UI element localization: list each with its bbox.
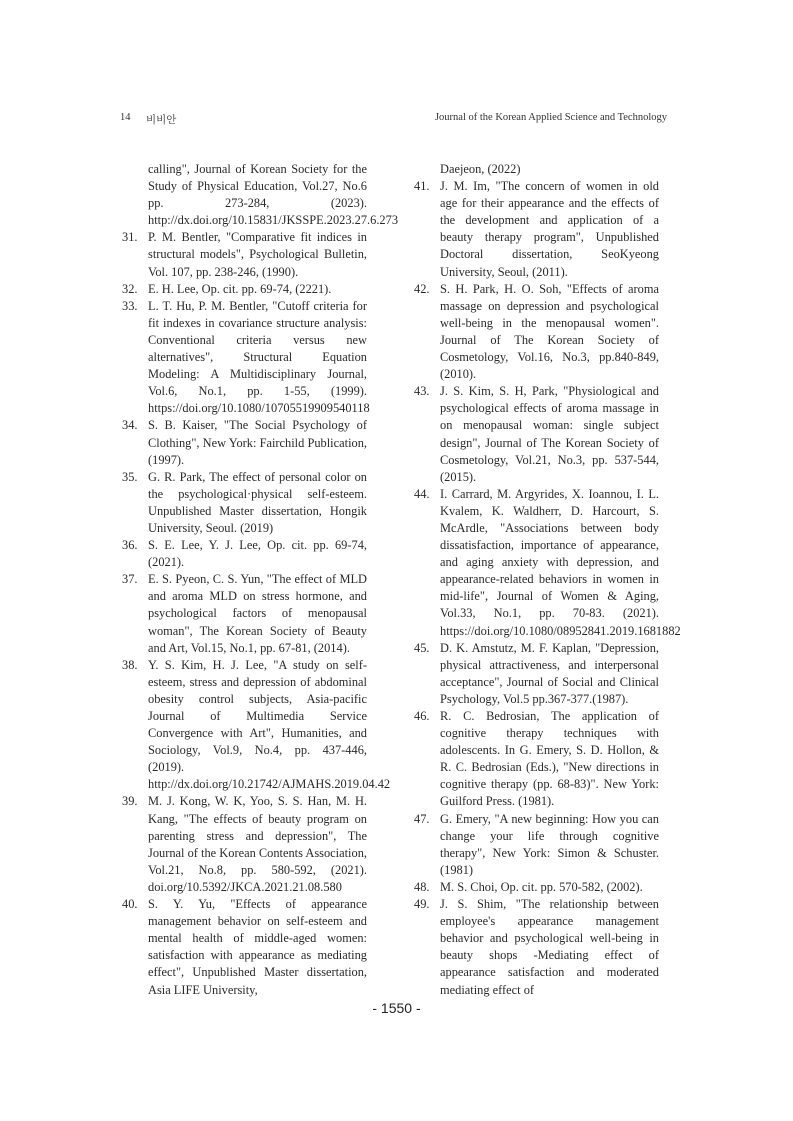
reference-item xyxy=(414,708,659,811)
reference-item xyxy=(122,281,367,298)
running-author: 비비안 xyxy=(146,115,177,126)
reference-item xyxy=(414,896,659,999)
reference-text: S. B. Kaiser, "The Social Psychology of Clothing", New York: Fairchild Publication, (1997). xyxy=(148,418,367,467)
reference-number: 36. xyxy=(122,538,138,553)
reference-number: 41. xyxy=(414,179,430,194)
reference-number: 33. xyxy=(122,298,138,313)
reference-item xyxy=(122,793,367,896)
reference-text: E. H. Lee, Op. cit. pp. 69-74, (2221). xyxy=(148,281,332,296)
reference-item xyxy=(414,879,659,896)
reference-item xyxy=(122,469,367,537)
reference-text: S. H. Park, H. O. Soh, "Effects of aroma massage on depression and psychological well-being in the menopausal women". Journal of The Korean Society of Cosmetology, Vol.16, No.3, pp.840-849, (2010). xyxy=(440,281,659,382)
reference-item xyxy=(414,281,659,384)
reference-number: 44. xyxy=(414,486,430,501)
reference-item xyxy=(414,178,659,281)
reference-text: S. E. Lee, Y. J. Lee, Op. cit. pp. 69-74, (2021). xyxy=(148,538,367,570)
reference-item xyxy=(122,229,367,280)
reference-text: Y. S. Kim, H. J. Lee, "A study on self-esteem, stress and depression of abdominal obesity control subjects, Asia-pacific Journal of Multimedia Service Convergence with Art", Humanities, and Sociology, Vol.9, No.4, pp. 437-446, (2019). http://dx.doi.org/10.21742/AJMAHS.2019.04.42 xyxy=(148,657,391,792)
reference-item xyxy=(414,640,659,708)
reference-text: I. Carrard, M. Argyrides, X. Ioannou, I. L. Kvalem, K. Waldherr, D. Harcourt, S. McArdle, "Associations between body dissatisfaction, importance of appearance, and aging anxiety with depression, and appearance-related behaviors in women in mid-life", Journal of Women & Aging, Vol.33, No.1, pp. 70-83. (2021). https://doi.org/10.1080/08952841.2019.1681882 xyxy=(440,486,681,638)
reference-number: 39. xyxy=(122,794,138,809)
reference-number: 34. xyxy=(122,418,138,433)
running-header xyxy=(120,112,667,128)
reference-text: G. Emery, "A new beginning: How you can change your life through cognitive therapy", New York: Simon & Schuster. (1981) xyxy=(440,811,659,877)
reference-number: 38. xyxy=(122,657,138,672)
reference-number: 48. xyxy=(414,879,430,894)
reference-number: 37. xyxy=(122,572,138,587)
reference-text: R. C. Bedrosian, The application of cognitive therapy techniques with adolescents. In G. Emery, S. D. Hollon, & R. C. Bedrosian (Eds.), "New directions in cognitive therapy (pp. 68-83)". New York: Guilford Press. (1981). xyxy=(440,709,659,809)
reference-number: 31. xyxy=(122,230,138,245)
reference-item xyxy=(414,161,659,178)
reference-item xyxy=(414,486,681,640)
reference-text: D. K. Amstutz, M. F. Kaplan, "Depression, physical attractiveness, and interpersonal acceptance", Journal of Social and Clinical Psychology, Vol.5 pp.367-377.(1987). xyxy=(440,640,659,706)
reference-text: G. R. Park, The effect of personal color on the psychological·physical self-esteem. Unpublished Master dissertation, Hongik University, Seoul. (2019) xyxy=(148,469,367,535)
reference-text: J. M. Im, "The concern of women in old age for their appearance and the effects of the development and application of a beauty therapy program", Unpublished Doctoral dissertation, SeoKyeong University, Seoul, (2011). xyxy=(440,179,659,279)
journal-title: Journal of the Korean Applied Science and Technology xyxy=(434,112,667,123)
reference-item xyxy=(414,383,659,486)
reference-number: 47. xyxy=(414,811,430,826)
reference-text: L. T. Hu, P. M. Bentler, "Cutoff criteria for fit indexes in covariance structure analysis: Conventional criteria versus new alternatives", Structural Equation Modeling: A Multidisciplinary Journal, Vol.6, No.1, pp. 1-55, (1999). https://doi.org/10.1080/10705519909540118 xyxy=(148,298,370,416)
reference-text: M. J. Kong, W. K, Yoo, S. S. Han, M. H. Kang, "The effects of beauty program on parenting stress and depression", The Journal of the Korean Contents Association, Vol.21, No.8, pp. 580-592, (2021). doi.org/10.5392/JKCA.2021.21.08.580 xyxy=(148,794,367,894)
reference-text: P. M. Bentler, "Comparative fit indices in structural models", Psychological Bulletin, Vol. 107, pp. 238-246, (1990). xyxy=(148,230,367,279)
reference-column-right xyxy=(414,161,681,999)
reference-text: Daejeon, (2022) xyxy=(440,162,521,176)
reference-text: E. S. Pyeon, C. S. Yun, "The effect of MLD and aroma MLD on stress hormone, and psychological factors of menopausal woman", The Korean Society of Beauty and Art, Vol.15, No.1, pp. 67-81, (2014). xyxy=(148,572,367,655)
reference-text: M. S. Choi, Op. cit. pp. 570-582, (2002). xyxy=(440,879,643,894)
reference-number: 42. xyxy=(414,281,430,296)
reference-number: 43. xyxy=(414,384,430,399)
reference-number: 40. xyxy=(122,897,138,912)
reference-item xyxy=(122,571,367,656)
reference-number: 49. xyxy=(414,897,430,912)
reference-text: J. S. Kim, S. H, Park, "Physiological and psychological effects of aroma massage in on menopausal woman: single subject design", Journal of The Korean Society of Cosmetology, Vol.21, No.3, pp. 537-544, (2015). xyxy=(440,384,659,484)
page-footer: - 1550 - xyxy=(372,1000,421,1016)
reference-item xyxy=(122,417,367,468)
reference-number: 45. xyxy=(414,640,430,655)
reference-item xyxy=(122,298,370,418)
reference-number: 35. xyxy=(122,469,138,484)
reference-item xyxy=(122,161,399,229)
reference-item xyxy=(414,811,659,879)
reference-column-left xyxy=(122,161,399,999)
reference-item xyxy=(122,657,391,794)
reference-item xyxy=(122,537,367,571)
reference-number: 32. xyxy=(122,281,138,296)
reference-text: J. S. Shim, "The relationship between employee's appearance management behavior and psychological well-being in beauty shops -Mediating effect of appearance satisfaction and moderated mediating effect of xyxy=(440,897,659,997)
page-number: 14 xyxy=(120,112,131,123)
reference-item xyxy=(122,896,367,999)
reference-text: calling", Journal of Korean Society for the Study of Physical Education, Vol.27, No.6 pp. 273-284, (2023). http://dx.doi.org/10.15831/JKSSPE.2023.27.6.273 xyxy=(148,162,399,228)
reference-text: S. Y. Yu, "Effects of appearance management behavior on self-esteem and mental health of middle-aged women: satisfaction with appearance as mediating effect", Unpublished Master dissertation, Asia LIFE University, xyxy=(148,897,367,997)
reference-number: 46. xyxy=(414,709,430,723)
